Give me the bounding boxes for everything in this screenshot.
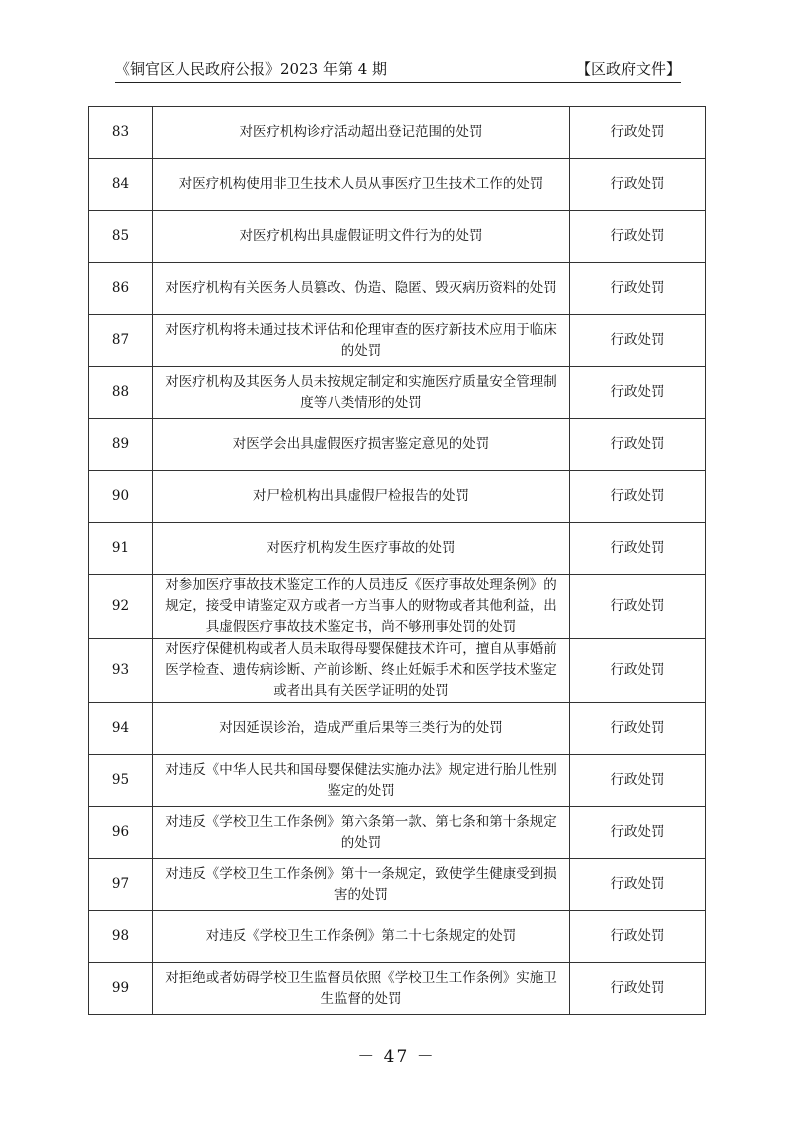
item-name: 对医疗保健机构或者人员未取得母婴保健技术许可，擅自从事婚前医学检查、遗传病诊断、产前诊断、终止妊娠手术和医学技术鉴定或者出具有关医学证明的处罚 — [153, 639, 570, 703]
item-name: 对医疗机构使用非卫生技术人员从事医疗卫生技术工作的处罚 — [153, 159, 570, 211]
power-type: 行政处罚 — [570, 911, 706, 963]
page-header — [115, 56, 681, 83]
item-name: 对违反《中华人民共和国母婴保健法实施办法》规定进行胎儿性别鉴定的处罚 — [153, 755, 570, 807]
row-number: 85 — [89, 211, 153, 263]
item-name: 对因延误诊治，造成严重后果等三类行为的处罚 — [153, 703, 570, 755]
table-row — [89, 471, 706, 523]
power-type: 行政处罚 — [570, 859, 706, 911]
power-type: 行政处罚 — [570, 575, 706, 639]
item-name: 对尸检机构出具虚假尸检报告的处罚 — [153, 471, 570, 523]
table-row — [89, 575, 706, 639]
item-name: 对医学会出具虚假医疗损害鉴定意见的处罚 — [153, 419, 570, 471]
power-type: 行政处罚 — [570, 807, 706, 859]
item-name: 对医疗机构及其医务人员未按规定制定和实施医疗质量安全管理制度等八类情形的处罚 — [153, 367, 570, 419]
table-row — [89, 639, 706, 703]
table-row — [89, 159, 706, 211]
item-name: 对医疗机构出具虚假证明文件行为的处罚 — [153, 211, 570, 263]
table-row — [89, 807, 706, 859]
row-number: 87 — [89, 315, 153, 367]
power-type: 行政处罚 — [570, 211, 706, 263]
item-name: 对违反《学校卫生工作条例》第二十七条规定的处罚 — [153, 911, 570, 963]
section-label: 【区政府文件】 — [575, 60, 681, 78]
item-name: 对医疗机构诊疗活动超出登记范围的处罚 — [153, 107, 570, 159]
penalty-table — [88, 106, 706, 1015]
power-type: 行政处罚 — [570, 755, 706, 807]
page-number: － 47 － — [357, 1047, 436, 1067]
row-number: 92 — [89, 575, 153, 639]
row-number: 94 — [89, 703, 153, 755]
item-name: 对医疗机构有关医务人员篡改、伪造、隐匿、毁灭病历资料的处罚 — [153, 263, 570, 315]
power-type: 行政处罚 — [570, 107, 706, 159]
table-row — [89, 703, 706, 755]
power-type: 行政处罚 — [570, 367, 706, 419]
row-number: 99 — [89, 963, 153, 1015]
table-row — [89, 263, 706, 315]
table-row — [89, 315, 706, 367]
bulletin-title: 《铜官区人民政府公报》2023 年第 4 期 — [115, 60, 388, 78]
row-number: 89 — [89, 419, 153, 471]
power-type: 行政处罚 — [570, 419, 706, 471]
table-row — [89, 963, 706, 1015]
table-row — [89, 367, 706, 419]
row-number: 98 — [89, 911, 153, 963]
power-type: 行政处罚 — [570, 703, 706, 755]
item-name: 对违反《学校卫生工作条例》第六条第一款、第七条和第十条规定的处罚 — [153, 807, 570, 859]
power-type: 行政处罚 — [570, 159, 706, 211]
power-type: 行政处罚 — [570, 523, 706, 575]
item-name: 对拒绝或者妨碍学校卫生监督员依照《学校卫生工作条例》实施卫生监督的处罚 — [153, 963, 570, 1015]
power-type: 行政处罚 — [570, 263, 706, 315]
item-name: 对参加医疗事故技术鉴定工作的人员违反《医疗事故处理条例》的规定，接受申请鉴定双方或者一方当事人的财物或者其他利益，出具虚假医疗事故技术鉴定书，尚不够刑事处罚的处罚 — [153, 575, 570, 639]
row-number: 86 — [89, 263, 153, 315]
table-row — [89, 911, 706, 963]
row-number: 91 — [89, 523, 153, 575]
power-type: 行政处罚 — [570, 315, 706, 367]
power-type: 行政处罚 — [570, 639, 706, 703]
table-row — [89, 859, 706, 911]
item-name: 对违反《学校卫生工作条例》第十一条规定，致使学生健康受到损害的处罚 — [153, 859, 570, 911]
row-number: 97 — [89, 859, 153, 911]
item-name: 对医疗机构将未通过技术评估和伦理审查的医疗新技术应用于临床的处罚 — [153, 315, 570, 367]
row-number: 83 — [89, 107, 153, 159]
row-number: 96 — [89, 807, 153, 859]
table-row — [89, 419, 706, 471]
row-number: 93 — [89, 639, 153, 703]
item-name: 对医疗机构发生医疗事故的处罚 — [153, 523, 570, 575]
power-type: 行政处罚 — [570, 471, 706, 523]
row-number: 95 — [89, 755, 153, 807]
table-row — [89, 211, 706, 263]
row-number: 84 — [89, 159, 153, 211]
table-row — [89, 107, 706, 159]
table-row — [89, 523, 706, 575]
row-number: 88 — [89, 367, 153, 419]
power-type: 行政处罚 — [570, 963, 706, 1015]
table-row — [89, 755, 706, 807]
row-number: 90 — [89, 471, 153, 523]
